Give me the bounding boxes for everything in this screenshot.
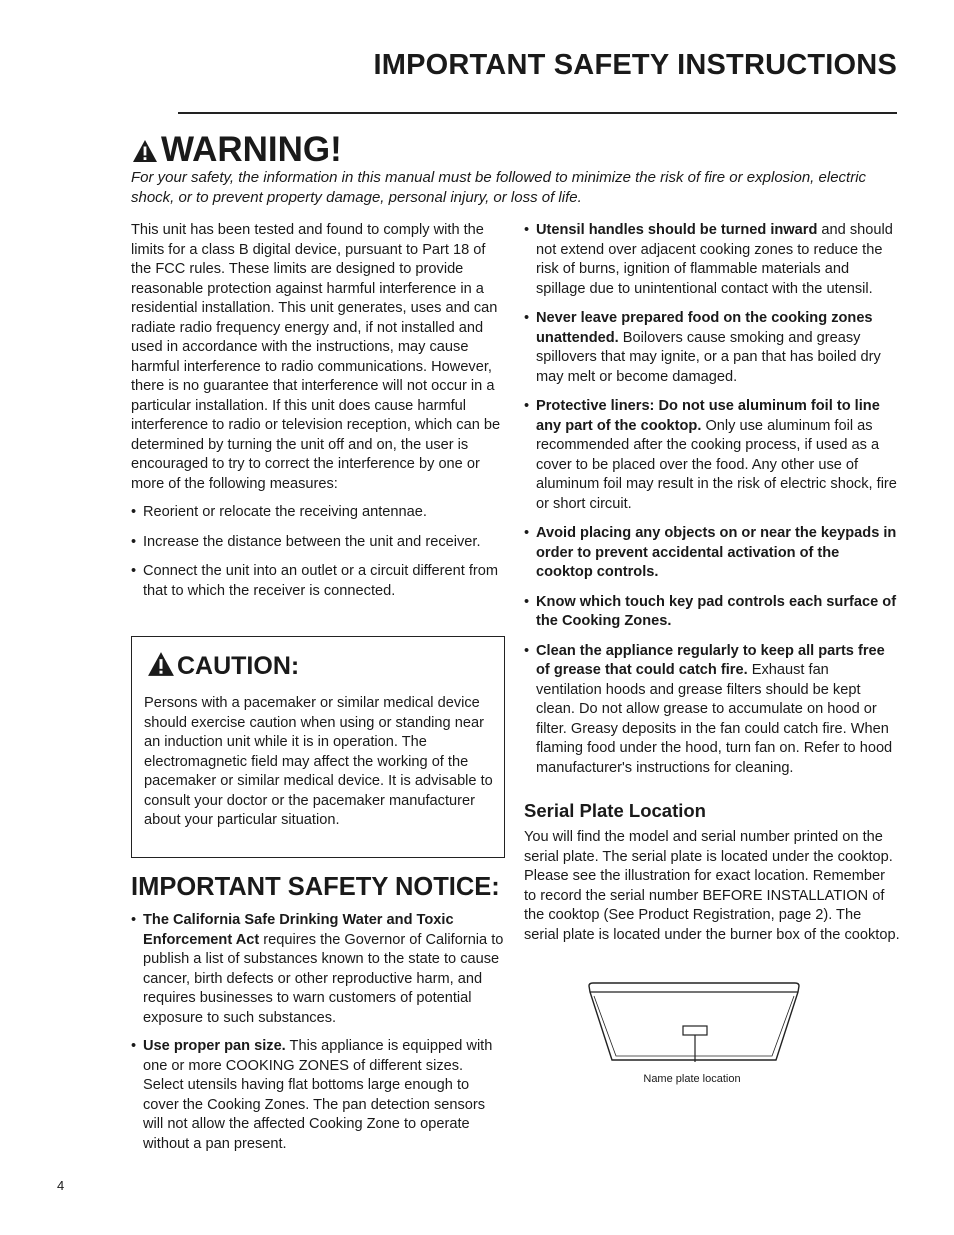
notice-heading: IMPORTANT SAFETY NOTICE:	[131, 873, 500, 901]
list-item	[524, 524, 898, 583]
list-item	[524, 642, 898, 779]
list-item-text: requires the Governor of California to publish a list of substances known to the state to cause cancer, birth defects or other reproductive harm, and requires businesses to warn customers of potential exposure to such substances.	[143, 931, 504, 1026]
list-item	[524, 221, 898, 299]
warning-intro: For your safety, the information in this manual must be followed to minimize the risk of fire or explosion, electric shock, or to prevent property damage, personal injury, or loss of life.	[131, 169, 867, 206]
list-item-text: This appliance is equipped with one or more COOKING ZONES of different sizes. Select utensils having flat bottoms large enough to cover the Cooking Zones. The pan detection sensors will not allow the affected Cooking Zone to operate without a pan present.	[143, 1038, 493, 1152]
list-item	[524, 397, 898, 514]
list-item-text: and should not extend over adjacent cooking zones to reduce the risk of burns, ignition of flammable materials and spillage due to unintentional contact with the utensil.	[536, 222, 893, 297]
caution-box	[131, 636, 505, 858]
list-item-bold: Utensil handles should be turned inward	[536, 222, 818, 238]
header-divider	[178, 112, 897, 114]
list-item-bold: Use proper pan size.	[143, 1038, 286, 1054]
cooktop-outline	[589, 983, 799, 1060]
right-column	[524, 221, 898, 778]
diagram-caption: Name plate location	[643, 1073, 741, 1085]
page-header-title: IMPORTANT SAFETY INSTRUCTIONS	[373, 49, 897, 81]
list-item: • Reorient or relocate the receiving antennae.	[131, 503, 506, 523]
list-item-bold: Never leave prepared food on the cooking zones unattended.	[536, 310, 873, 346]
list-item-text: Exhaust fan ventilation hoods and grease filters should be kept clean. Do not allow grease to accumulate on hood or filter. Greasy deposits in the fan could catch fire. When flaming food under the hood, turn fan on. Refer to hood manufacturer's instructions for cleaning.	[536, 662, 893, 776]
list-item: • Connect the unit into an outlet or a circuit different from that to which the receiver is connected.	[131, 562, 506, 601]
list-item: • Increase the distance between the unit and receiver.	[131, 533, 506, 553]
cooktop-illustration	[586, 982, 802, 1064]
list-item	[131, 911, 506, 1028]
warning-triangle-icon	[132, 139, 158, 163]
fcc-paragraph: This unit has been tested and found to comply with the limits for a class B digital device, pursuant to Part 18 of the FCC rules. These limits are designed to provide reasonable protection against harmful interference in a residential installation. This unit generates, uses and can radiate radio frequency energy and, if not installed and used in accordance with the instructions, may cause harmful interference to radio communications. However, there is no guarantee that interference will not occur in a particular installation. If this unit does cause harmful interference to radio or television reception, which can be determined by turning the unit off and on, the user is encouraged to try to correct the interference by one or more of the following measures:	[131, 222, 501, 492]
serial-plate-heading: Serial Plate Location	[524, 800, 706, 821]
list-item-text: Boilovers cause smoking and greasy spillovers that may ignite, or a pan that has boiled dry may melt or become damaged.	[536, 329, 881, 385]
warning-heading	[132, 132, 342, 167]
list-item-bold: Clean the appliance regularly to keep all parts free of grease that could catch fire.	[536, 642, 885, 678]
list-item-bold: Avoid placing any objects on or near the keypads in order to prevent accidental activation of the cooktop controls.	[536, 525, 897, 580]
list-item	[131, 1037, 506, 1154]
left-column	[131, 221, 506, 601]
serial-plate-text: You will find the model and serial number printed on the serial plate. The serial plate is located under the cooktop. Please see the illustration for exact location. Remember to record the serial number BEFORE INSTALLATION of the cooktop (See Product Registration, page 2). The serial plate is located under the burner box of the cooktop.	[524, 829, 900, 943]
warning-triangle-icon	[147, 651, 175, 677]
page-number: 4	[57, 1178, 65, 1193]
list-item	[524, 309, 898, 387]
caution-title: CAUTION:	[177, 652, 300, 680]
list-item-bold: Know which touch key pad controls each surface of the Cooking Zones.	[536, 593, 897, 629]
list-item-bold: The California Safe Drinking Water and Toxic Enforcement Act	[143, 912, 454, 948]
list-item-bold: Protective liners: Do not use aluminum foil to line any part of the cooktop.	[536, 398, 880, 434]
serial-plate-marker	[683, 1026, 707, 1035]
caution-text: Persons with a pacemaker or similar medical device should exercise caution when using or standing near an induction unit while it is in operation. The electromagnetic field may affect the working of the pacemaker or similar medical device. It is advisable to consult your doctor or the pacemaker manufacturer about your particular situation.	[144, 695, 493, 828]
list-item-text: Only use aluminum foil as recommended after the cooking process, if used as a cover to be placed over the food. Any other use of aluminum foil may result in the risk of electric shock, fire or short circuit.	[536, 417, 897, 512]
notice-list	[131, 911, 506, 1154]
list-item	[524, 593, 898, 632]
warning-title: WARNING!	[161, 130, 342, 169]
caution-heading	[147, 651, 299, 679]
